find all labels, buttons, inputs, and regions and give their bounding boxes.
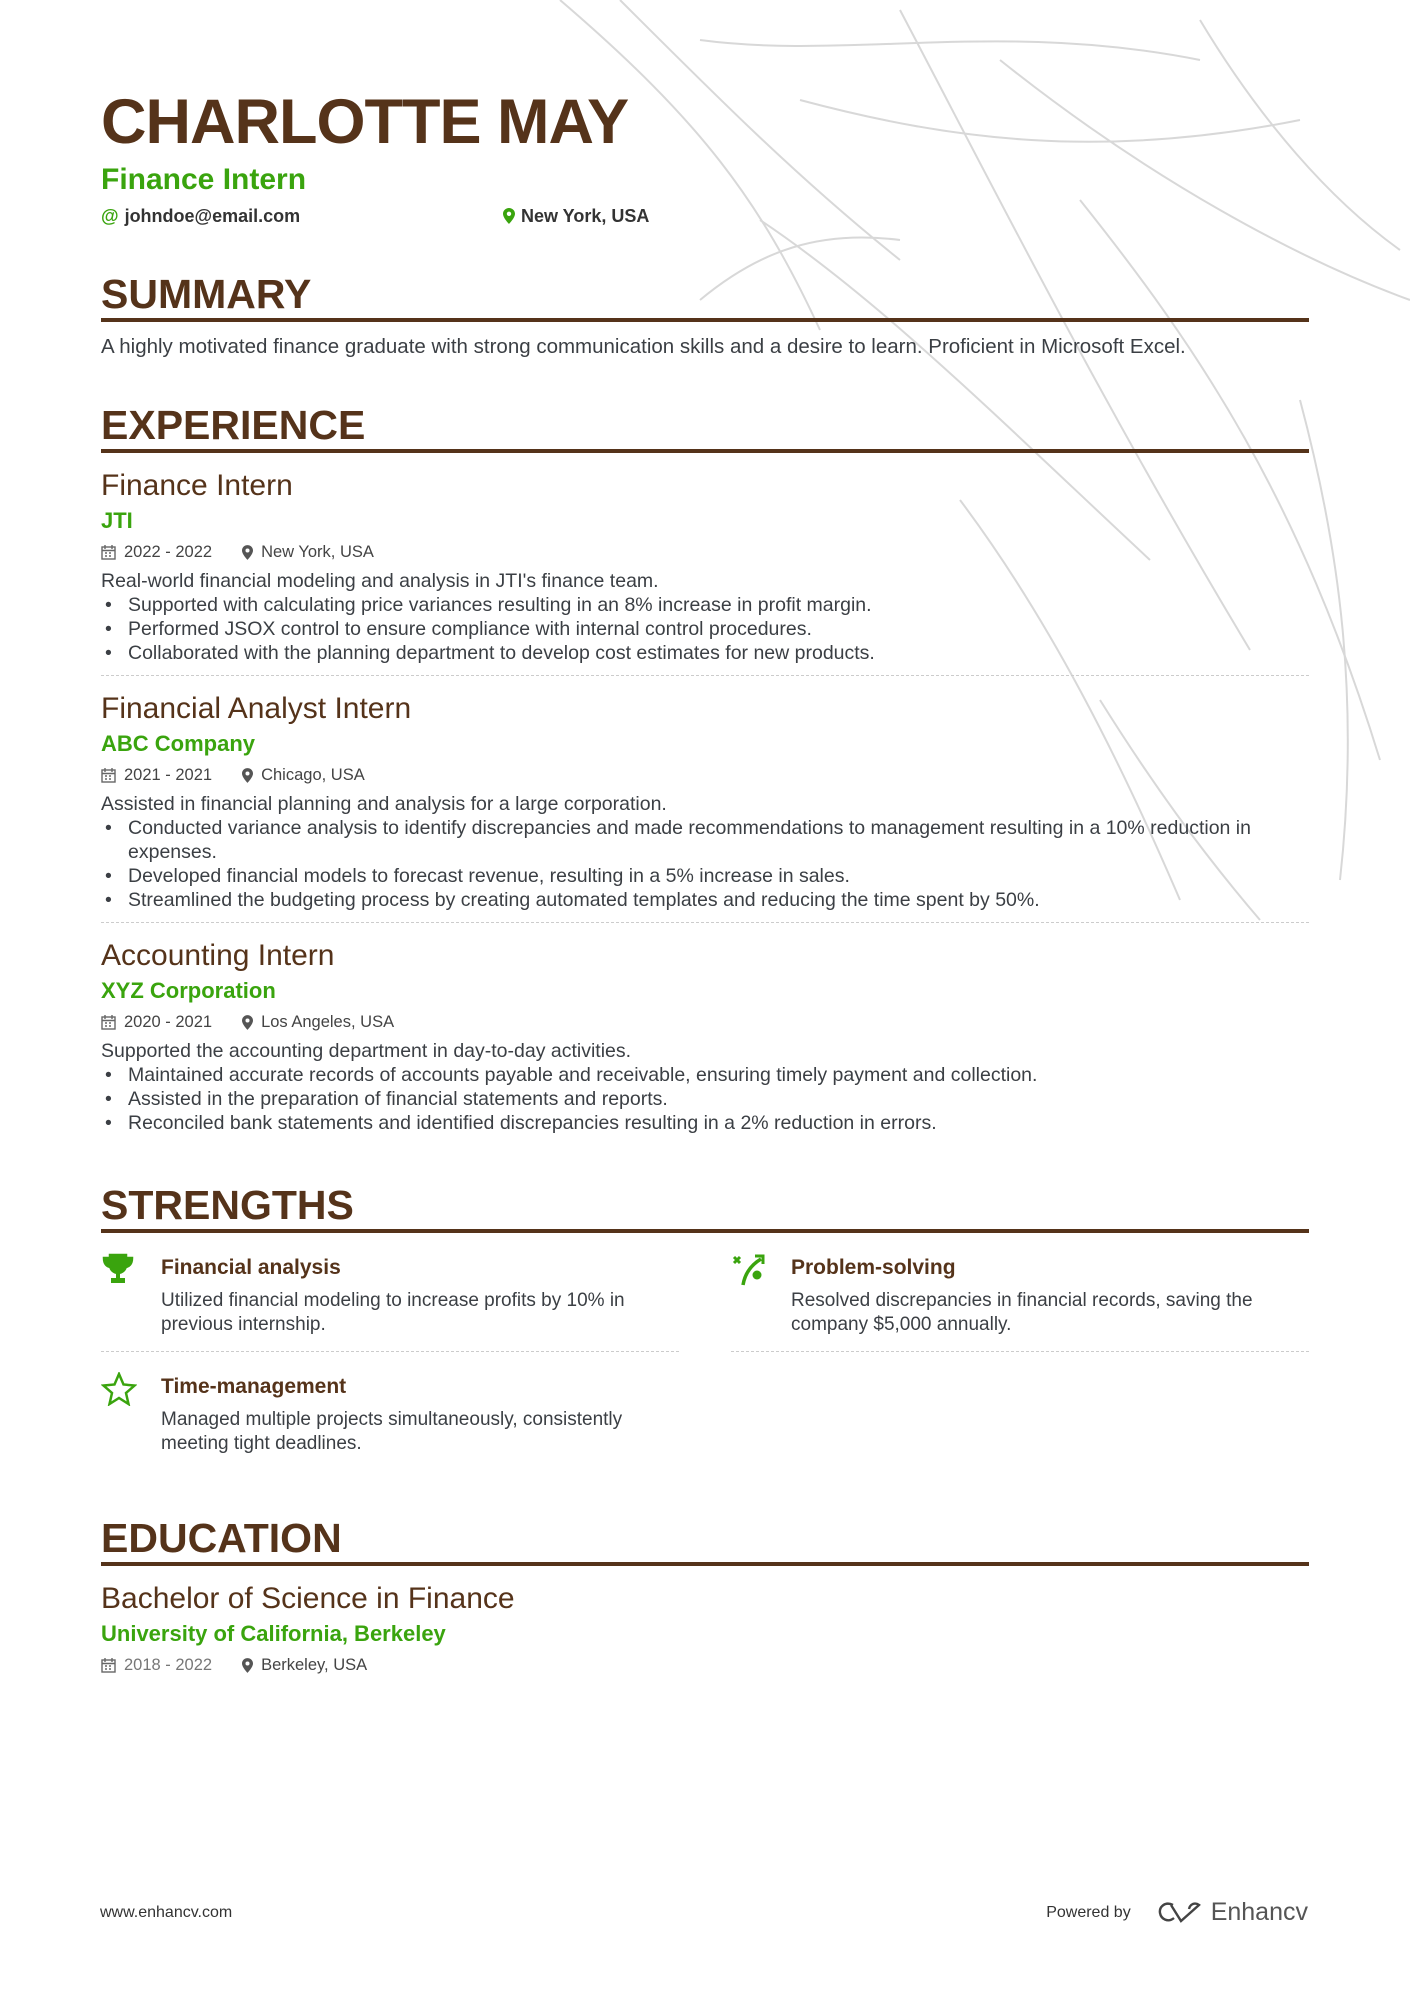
job-role: Financial Analyst Intern <box>101 692 412 725</box>
section-heading-summary: SUMMARY <box>101 270 1309 322</box>
calendar-icon <box>101 1658 116 1673</box>
bullet-list <box>101 816 1309 912</box>
bullet-list <box>101 593 1309 665</box>
section-heading-experience: EXPERIENCE <box>101 401 1309 453</box>
calendar-icon <box>101 545 116 560</box>
resume <box>101 86 1309 1688</box>
strategy-icon <box>731 1253 769 1337</box>
degree: Bachelor of Science in Finance <box>101 1582 515 1615</box>
bullet-item: • Assisted in the preparation of financial statements and reports. <box>101 1087 1309 1111</box>
location-pin-icon <box>242 1658 253 1673</box>
enhancv-logo-icon <box>1157 1901 1203 1925</box>
bullet-item: • Supported with calculating price variances resulting in an 8% increase in profit margin. <box>101 593 1309 617</box>
dates: 2022 - 2022 <box>124 543 213 561</box>
contact-info <box>101 204 1309 228</box>
powered-by: Powered by <box>1046 1903 1131 1921</box>
bullet-item: • Streamlined the budgeting process by creating automated templates and reducing the time spent by 50%. <box>101 888 1309 912</box>
candidate-title: Finance Intern <box>101 163 307 196</box>
location: Chicago, USA <box>261 766 365 784</box>
at-icon: @ <box>101 206 119 226</box>
strength-title: Financial analysis <box>161 1256 341 1279</box>
calendar-icon <box>101 1015 116 1030</box>
brand-name: Enhancv <box>1210 1898 1308 1926</box>
job-role: Accounting Intern <box>101 939 335 972</box>
footer <box>100 1898 1308 1927</box>
strength-item <box>101 1247 679 1352</box>
company: JTI <box>101 508 133 533</box>
calendar-icon <box>101 768 116 783</box>
location-pin-icon <box>242 1015 253 1030</box>
summary-text: A highly motivated finance graduate with strong communication skills and a desire to learn. Proficient in Microsoft Excel. <box>101 335 1186 358</box>
website-link[interactable]: www.enhancv.com <box>100 1903 233 1921</box>
school: University of California, Berkeley <box>101 1621 446 1646</box>
strengths-list <box>101 1247 1309 1484</box>
trophy-icon <box>101 1253 139 1337</box>
job-description: Supported the accounting department in day-to-day activities. <box>101 1040 632 1062</box>
education-item <box>101 1566 1309 1688</box>
experience-item <box>101 676 1309 923</box>
bullet-item: • Performed JSOX control to ensure compliance with internal control procedures. <box>101 617 1309 641</box>
company: ABC Company <box>101 731 256 756</box>
location: New York, USA <box>521 206 650 226</box>
job-description: Assisted in financial planning and analysis for a large corporation. <box>101 793 667 815</box>
location-pin-icon <box>503 208 515 224</box>
strength-item <box>731 1247 1309 1352</box>
strength-title: Problem-solving <box>791 1256 956 1279</box>
strength-text: Managed multiple projects simultaneously, consistently meeting tight deadlines. <box>161 1409 623 1454</box>
dates: 2018 - 2022 <box>124 1656 213 1674</box>
section-heading-strengths: STRENGTHS <box>101 1181 1309 1233</box>
email[interactable]: johndoe@email.com <box>124 206 301 226</box>
location: Los Angeles, USA <box>261 1013 395 1031</box>
job-description: Real-world financial modeling and analysis in JTI's finance team. <box>101 570 659 592</box>
strength-text: Resolved discrepancies in financial records, saving the company $5,000 annually. <box>791 1290 1253 1335</box>
star-icon <box>101 1372 139 1456</box>
location-pin-icon <box>242 768 253 783</box>
dates: 2020 - 2021 <box>124 1013 213 1031</box>
experience-list <box>101 453 1309 1145</box>
company: XYZ Corporation <box>101 978 276 1003</box>
candidate-name: CHARLOTTE MAY <box>101 87 629 157</box>
enhancv-logo[interactable] <box>1157 1898 1308 1927</box>
strength-item <box>101 1366 679 1470</box>
experience-item <box>101 453 1309 676</box>
bullet-item: • Reconciled bank statements and identified discrepancies resulting in a 2% reduction in errors. <box>101 1111 1309 1135</box>
location: Berkeley, USA <box>261 1656 368 1674</box>
location: New York, USA <box>261 543 374 561</box>
strength-text: Utilized financial modeling to increase profits by 10% in previous internship. <box>161 1290 625 1335</box>
bullet-list <box>101 1063 1309 1135</box>
bullet-item: • Collaborated with the planning department to develop cost estimates for new products. <box>101 641 1309 665</box>
bullet-item: • Developed financial models to forecast revenue, resulting in a 5% increase in sales. <box>101 864 1309 888</box>
section-heading-education: EDUCATION <box>101 1514 1309 1566</box>
strength-title: Time-management <box>161 1375 347 1398</box>
dates: 2021 - 2021 <box>124 766 213 784</box>
bullet-item: • Conducted variance analysis to identify discrepancies and made recommendations to management resulting in a 10% reduction in expenses. <box>101 816 1309 864</box>
experience-item <box>101 923 1309 1145</box>
job-role: Finance Intern <box>101 469 293 502</box>
bullet-item: • Maintained accurate records of accounts payable and receivable, ensuring timely payment and collection. <box>101 1063 1309 1087</box>
location-pin-icon <box>242 545 253 560</box>
